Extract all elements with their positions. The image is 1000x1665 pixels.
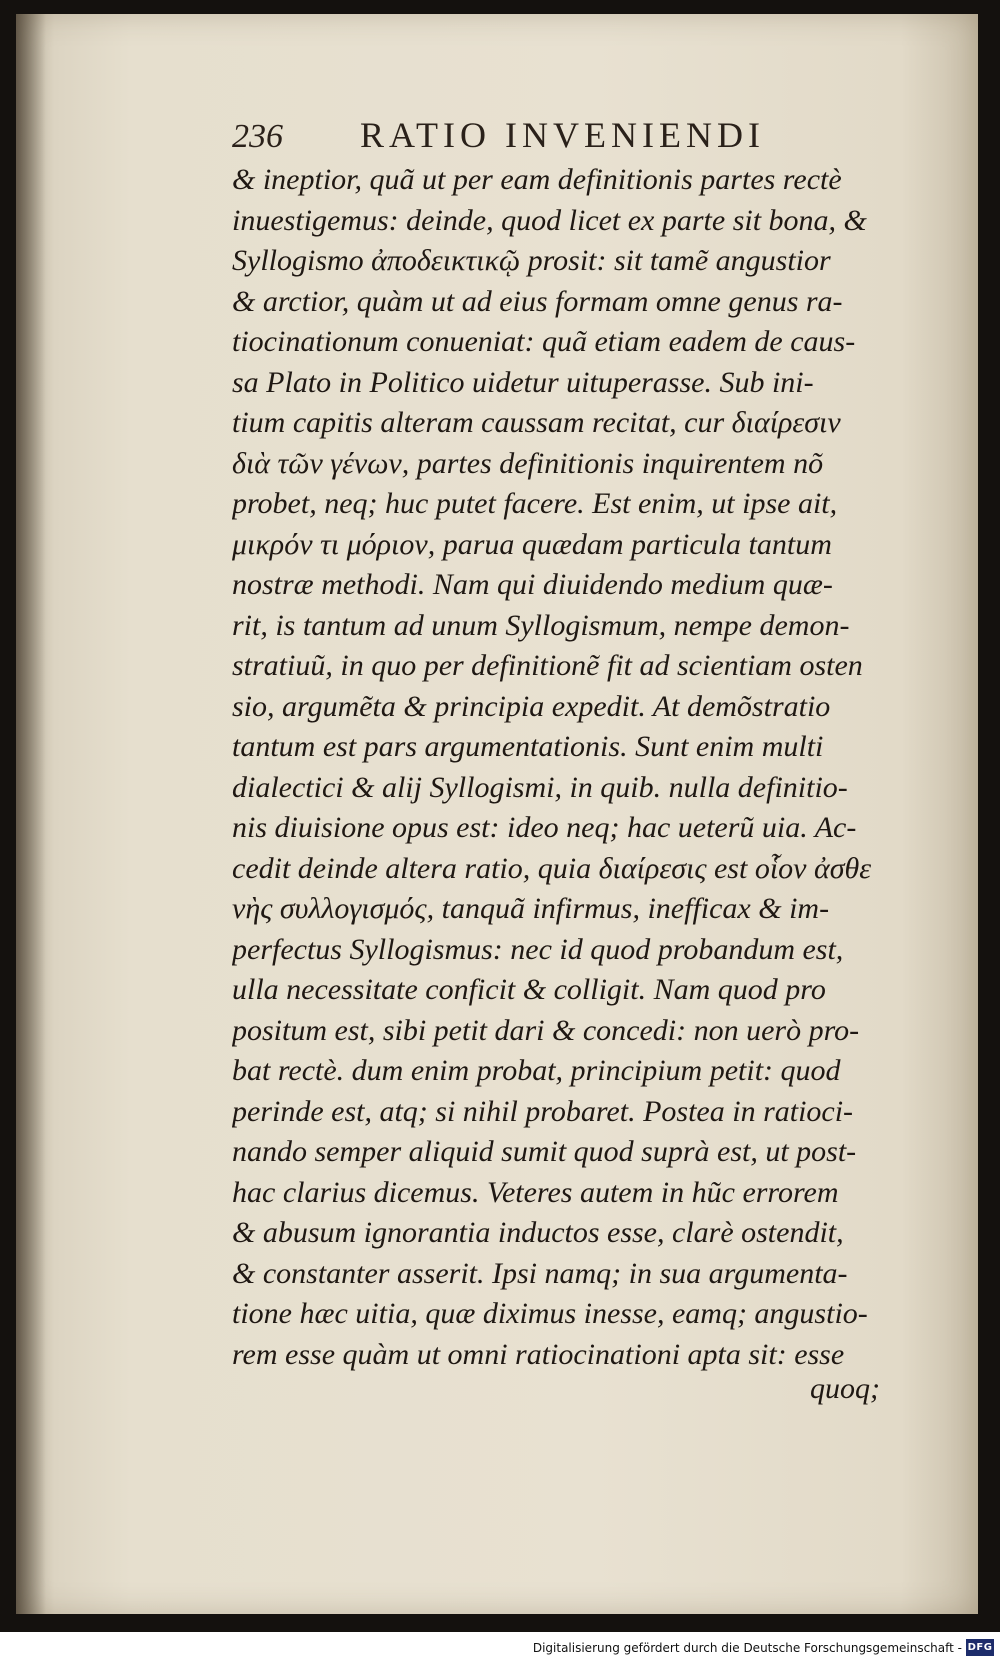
text-line: rit, is tantum ad unum Syllogismum, nempe demon- bbox=[232, 608, 850, 642]
text-line: perfectus Syllogismus: nec id quod probandum est, bbox=[232, 932, 844, 966]
body-text bbox=[232, 160, 882, 1375]
text-line: & abusum ignorantia inductos esse, clarè ostendit, bbox=[232, 1216, 844, 1249]
text-line: positum est, sibi petit dari & concedi: non uerò pro- bbox=[232, 1013, 860, 1047]
text-line: stratiuũ, in quo per definitionẽ fit ad scientiam osten bbox=[232, 649, 863, 682]
text-line: bat rectè. dum enim probat, principium petit: quod bbox=[232, 1054, 841, 1087]
text-line: tium capitis alteram caussam recitat, cur διαίρεσιν bbox=[232, 406, 841, 439]
text-line: rem esse quàm ut omni ratiocinationi apta sit: esse bbox=[232, 1337, 845, 1371]
text-line: nis diuisione opus est: ideo neq; hac ueterũ uia. Ac- bbox=[232, 811, 857, 844]
text-line: μικρόν τι μόριον, parua quædam particula tantum bbox=[232, 527, 832, 561]
text-line: perinde est, atq; si nihil probaret. Postea in ratioci- bbox=[232, 1094, 854, 1128]
text-line: sio, argumẽta & principia expedit. At demõstratio bbox=[232, 689, 831, 723]
text-line: & arctior, quàm ut ad eius formam omne genus ra- bbox=[232, 284, 843, 318]
text-line: tione hæc uitia, quæ diximus inesse, eamq; angustio- bbox=[232, 1297, 868, 1330]
running-head bbox=[232, 112, 872, 162]
text-line: dialectici & alij Syllogismi, in quib. nulla definitio- bbox=[232, 770, 848, 804]
text-line: tantum est pars argumentationis. Sunt enim multi bbox=[232, 730, 824, 763]
dfg-logo-icon: DFG bbox=[966, 1639, 994, 1656]
running-title: RATIO INVENIENDI bbox=[360, 115, 765, 155]
text-line: nando semper aliquid sumit quod suprà est, ut post- bbox=[232, 1135, 857, 1168]
text-line: διὰ τῶν γένων, partes definitionis inquirentem nõ bbox=[232, 446, 824, 480]
text-line: sa Plato in Politico uidetur uituperasse. Sub ini- bbox=[232, 365, 814, 399]
page-number: 236 bbox=[232, 118, 283, 155]
funding-credit: Digitalisierung gefördert durch die Deutsche Forschungsgemeinschaft - bbox=[532, 1641, 962, 1655]
text-line: & constanter asserit. Ipsi namq; in sua argumenta- bbox=[232, 1256, 848, 1290]
footer-bar bbox=[0, 1632, 1000, 1665]
text-line: νὴς συλλογισμός, tanquã infirmus, inefficax & im- bbox=[232, 892, 830, 925]
text-line: nostræ methodi. Nam qui diuidendo medium quæ- bbox=[232, 568, 833, 601]
text-line: tiocinationum conueniat: quã etiam eadem de caus- bbox=[232, 325, 856, 358]
binding-shadow bbox=[16, 14, 46, 1614]
text-line: ulla necessitate conficit & colligit. Nam quod pro bbox=[232, 973, 826, 1006]
text-line: inuestigemus: deinde, quod licet ex parte sit bona, & bbox=[232, 203, 867, 237]
text-line: hac clarius dicemus. Veteres autem in hũc errorem bbox=[232, 1175, 839, 1209]
text-line: cedit deinde altera ratio, quia διαίρεσις est οἷον ἀσθε bbox=[232, 851, 872, 885]
text-line: Syllogismo ἀποδεικτικῷ prosit: sit tamẽ angustior bbox=[232, 244, 831, 277]
text-line: probet, neq; huc putet facere. Est enim, ut ipse ait, bbox=[232, 487, 838, 520]
catchword: quoq; bbox=[810, 1372, 880, 1405]
text-line: & ineptior, quã ut per eam definitionis partes rectè bbox=[232, 163, 842, 196]
